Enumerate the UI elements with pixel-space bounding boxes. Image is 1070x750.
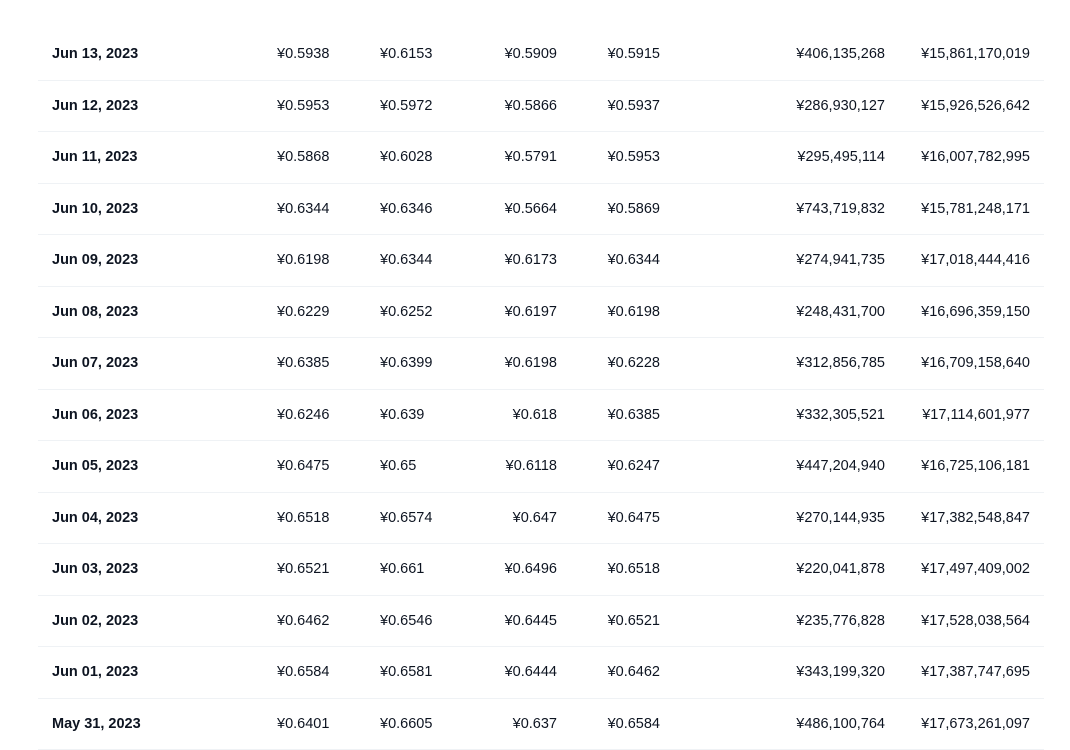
volume-cell: ¥447,204,940	[796, 458, 885, 474]
market-cap-cell: ¥15,781,248,171	[921, 201, 1030, 217]
close-price-cell: ¥0.6462	[608, 664, 660, 680]
date-cell: Jun 05, 2023	[52, 458, 138, 474]
open-price-cell: ¥0.6584	[277, 664, 329, 680]
high-price-cell: ¥0.6346	[380, 201, 432, 217]
market-cap-cell: ¥15,926,526,642	[921, 98, 1030, 114]
date-cell: Jun 12, 2023	[52, 98, 138, 114]
low-price-cell: ¥0.6444	[505, 664, 557, 680]
date-cell: Jun 08, 2023	[52, 304, 138, 320]
high-price-cell: ¥0.6399	[380, 355, 432, 371]
table-row	[38, 81, 1044, 133]
date-cell: Jun 07, 2023	[52, 355, 138, 371]
volume-cell: ¥286,930,127	[796, 98, 885, 114]
date-cell: Jun 03, 2023	[52, 561, 138, 577]
open-price-cell: ¥0.6401	[277, 716, 329, 732]
high-price-cell: ¥0.65	[380, 458, 416, 474]
market-cap-cell: ¥16,007,782,995	[921, 149, 1030, 165]
open-price-cell: ¥0.6229	[277, 304, 329, 320]
date-cell: Jun 13, 2023	[52, 46, 138, 62]
close-price-cell: ¥0.6344	[608, 252, 660, 268]
table-row	[38, 235, 1044, 287]
low-price-cell: ¥0.647	[513, 510, 557, 526]
close-price-cell: ¥0.6198	[608, 304, 660, 320]
open-price-cell: ¥0.5868	[277, 149, 329, 165]
low-price-cell: ¥0.6173	[505, 252, 557, 268]
close-price-cell: ¥0.6228	[608, 355, 660, 371]
high-price-cell: ¥0.6581	[380, 664, 432, 680]
open-price-cell: ¥0.5953	[277, 98, 329, 114]
open-price-cell: ¥0.6198	[277, 252, 329, 268]
table-row	[38, 647, 1044, 699]
date-cell: Jun 04, 2023	[52, 510, 138, 526]
volume-cell: ¥406,135,268	[796, 46, 885, 62]
low-price-cell: ¥0.6445	[505, 613, 557, 629]
date-cell: Jun 06, 2023	[52, 407, 138, 423]
date-cell: Jun 02, 2023	[52, 613, 138, 629]
market-cap-cell: ¥17,673,261,097	[921, 716, 1030, 732]
high-price-cell: ¥0.639	[380, 407, 424, 423]
date-cell: May 31, 2023	[52, 716, 141, 732]
close-price-cell: ¥0.6521	[608, 613, 660, 629]
open-price-cell: ¥0.6385	[277, 355, 329, 371]
close-price-cell: ¥0.5915	[608, 46, 660, 62]
table-row	[38, 390, 1044, 442]
volume-cell: ¥312,856,785	[796, 355, 885, 371]
volume-cell: ¥270,144,935	[796, 510, 885, 526]
historical-data-table	[38, 29, 1044, 750]
table-row	[38, 544, 1044, 596]
high-price-cell: ¥0.6252	[380, 304, 432, 320]
market-cap-cell: ¥17,018,444,416	[921, 252, 1030, 268]
market-cap-cell: ¥17,382,548,847	[921, 510, 1030, 526]
open-price-cell: ¥0.6521	[277, 561, 329, 577]
low-price-cell: ¥0.6496	[505, 561, 557, 577]
volume-cell: ¥295,495,114	[797, 149, 885, 165]
low-price-cell: ¥0.6197	[505, 304, 557, 320]
date-cell: Jun 09, 2023	[52, 252, 138, 268]
high-price-cell: ¥0.5972	[380, 98, 432, 114]
market-cap-cell: ¥17,528,038,564	[921, 613, 1030, 629]
high-price-cell: ¥0.6028	[380, 149, 432, 165]
date-cell: Jun 01, 2023	[52, 664, 138, 680]
market-cap-cell: ¥17,387,747,695	[921, 664, 1030, 680]
volume-cell: ¥486,100,764	[796, 716, 885, 732]
close-price-cell: ¥0.5869	[608, 201, 660, 217]
open-price-cell: ¥0.6475	[277, 458, 329, 474]
volume-cell: ¥343,199,320	[796, 664, 885, 680]
close-price-cell: ¥0.5953	[608, 149, 660, 165]
low-price-cell: ¥0.618	[513, 407, 557, 423]
close-price-cell: ¥0.6247	[608, 458, 660, 474]
table-row	[38, 338, 1044, 390]
open-price-cell: ¥0.6518	[277, 510, 329, 526]
table-row	[38, 441, 1044, 493]
close-price-cell: ¥0.6385	[608, 407, 660, 423]
table-row	[38, 493, 1044, 545]
low-price-cell: ¥0.5664	[505, 201, 557, 217]
volume-cell: ¥248,431,700	[796, 304, 885, 320]
volume-cell: ¥220,041,878	[796, 561, 885, 577]
volume-cell: ¥332,305,521	[796, 407, 885, 423]
high-price-cell: ¥0.661	[380, 561, 424, 577]
table-row	[38, 699, 1044, 750]
market-cap-cell: ¥16,725,106,181	[921, 458, 1030, 474]
open-price-cell: ¥0.5938	[277, 46, 329, 62]
close-price-cell: ¥0.6518	[608, 561, 660, 577]
table-row	[38, 596, 1044, 648]
volume-cell: ¥235,776,828	[796, 613, 885, 629]
market-cap-cell: ¥16,696,359,150	[921, 304, 1030, 320]
low-price-cell: ¥0.5866	[505, 98, 557, 114]
table-row	[38, 184, 1044, 236]
table-row	[38, 287, 1044, 339]
table-row	[38, 29, 1044, 81]
market-cap-cell: ¥16,709,158,640	[921, 355, 1030, 371]
high-price-cell: ¥0.6574	[380, 510, 432, 526]
low-price-cell: ¥0.637	[513, 716, 557, 732]
high-price-cell: ¥0.6344	[380, 252, 432, 268]
close-price-cell: ¥0.6584	[608, 716, 660, 732]
volume-cell: ¥274,941,735	[796, 252, 885, 268]
table-row	[38, 132, 1044, 184]
low-price-cell: ¥0.6198	[505, 355, 557, 371]
volume-cell: ¥743,719,832	[796, 201, 885, 217]
low-price-cell: ¥0.6118	[506, 458, 557, 474]
open-price-cell: ¥0.6246	[277, 407, 329, 423]
high-price-cell: ¥0.6546	[380, 613, 432, 629]
date-cell: Jun 11, 2023	[52, 149, 137, 165]
close-price-cell: ¥0.5937	[608, 98, 660, 114]
open-price-cell: ¥0.6344	[277, 201, 329, 217]
high-price-cell: ¥0.6153	[380, 46, 432, 62]
high-price-cell: ¥0.6605	[380, 716, 432, 732]
market-cap-cell: ¥17,497,409,002	[921, 561, 1030, 577]
low-price-cell: ¥0.5791	[505, 149, 557, 165]
open-price-cell: ¥0.6462	[277, 613, 329, 629]
low-price-cell: ¥0.5909	[505, 46, 557, 62]
date-cell: Jun 10, 2023	[52, 201, 138, 217]
market-cap-cell: ¥15,861,170,019	[921, 46, 1030, 62]
market-cap-cell: ¥17,114,601,977	[922, 407, 1030, 423]
close-price-cell: ¥0.6475	[608, 510, 660, 526]
